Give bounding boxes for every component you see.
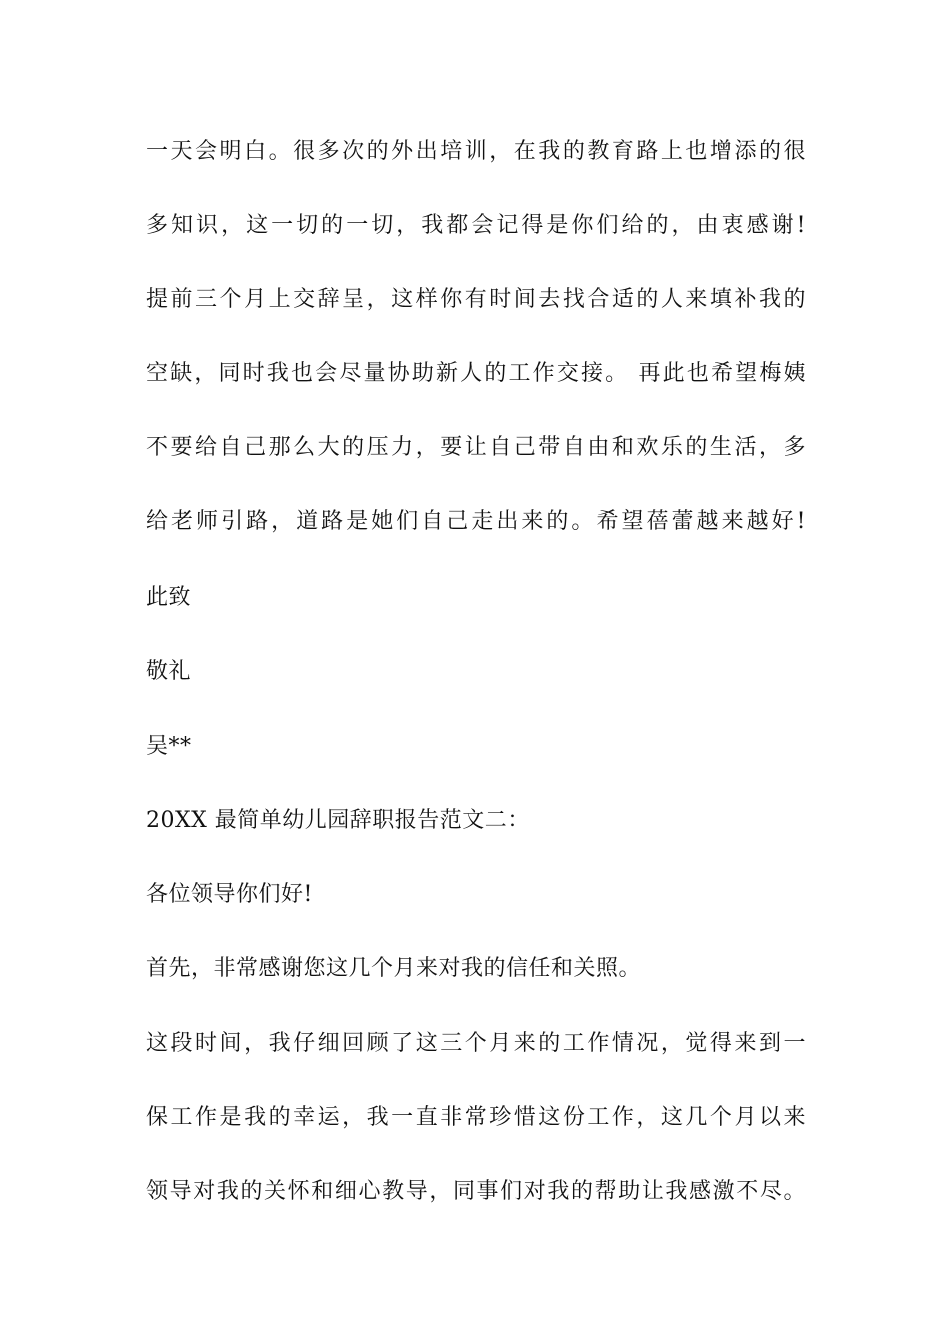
paragraph-line: 首先，非常感谢您这几个月来对我的信任和关照。 [146, 956, 642, 981]
section-heading: 20XX 最简单幼儿园辞职报告范文二： [146, 808, 530, 833]
paragraph-line: 不要给自己那么大的压力，要让自己带自由和欢乐的生活，多 [146, 435, 806, 460]
paragraph-line: 空缺，同时我也会尽量协助新人的工作交接。 再此也希望梅姨 [146, 361, 806, 386]
paragraph-line: 多知识，这一切的一切，我都会记得是你们给的，由衷感谢! [146, 213, 806, 238]
paragraph-line: 保工作是我的幸运，我一直非常珍惜这份工作，这几个月以来 [146, 1105, 806, 1130]
paragraph-line: 领导对我的关怀和细心教导，同事们对我的帮助让我感激不尽。 [146, 1179, 806, 1204]
paragraph-line: 给老师引路，道路是她们自己走出来的。希望蓓蕾越来越好! [146, 509, 806, 534]
paragraph-line: 提前三个月上交辞呈，这样你有时间去找合适的人来填补我的 [146, 287, 806, 312]
paragraph-line: 一天会明白。很多次的外出培训，在我的教育路上也增添的很 [146, 139, 806, 164]
closing-regards: 敬礼 [146, 659, 192, 684]
paragraph-line: 这段时间，我仔细回顾了这三个月来的工作情况，觉得来到一 [146, 1031, 806, 1056]
greeting-line: 各位领导你们好! [146, 882, 313, 907]
closing-salutation: 此致 [146, 585, 192, 610]
signature-name: 吴** [146, 734, 192, 759]
